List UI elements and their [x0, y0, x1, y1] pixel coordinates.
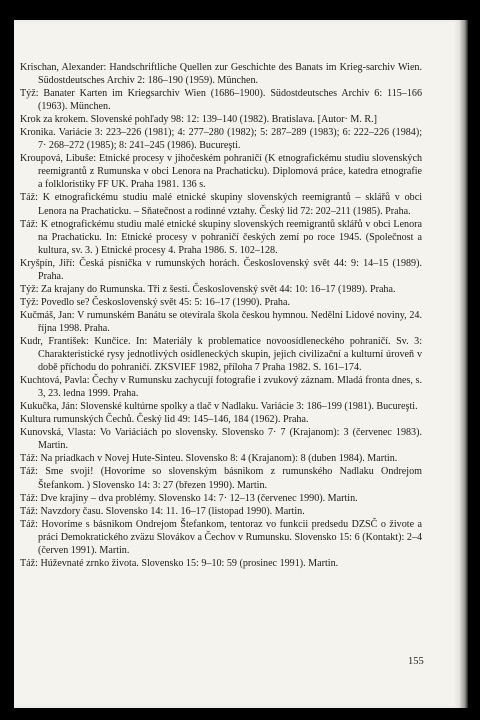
bibliography-entry: Kukučka, Ján: Slovenské kultúrne spolky a tlač v Nadlaku. Variácie 3: 186–199 (1981). Bucureşti.	[20, 401, 418, 413]
bibliography-entry: Kučmáš, Jan: V rumunském Banátu se otevírala škola českou hymnou. Nedělní Lidové noviny, 24. října 1998. Praha.	[20, 309, 422, 334]
bibliography-entry: Táž: Sme svoji! (Hovoríme so slovenským básnikom z rumunského Nadlaku Ondrejom Štefankom. ) Slovensko 14: 3: 27 (březen 1990). Martin.	[20, 466, 422, 491]
bibliography-entry: Táž: K etnografickému studiu malé etnické skupiny slovenských reemigrantů – sklářů v obci Lenora na Prachaticku. – Sňatečnost a rodinné vztahy. Český lid 72: 202–211 (1985). Praha.	[20, 192, 422, 217]
bibliography-entry: Kuchtová, Pavla: Čechy v Rumunsku zachycují fotografie i zvukový záznam. Mladá fronta dnes, s. 3, 23. ledna 1999. Praha.	[20, 375, 422, 400]
bibliography-entry: Kroupová, Libuše: Etnické procesy v jihočeském pohraničí (K etnografickému studiu slovenských reemigrantů z Rumunska v obci Lenora na Prachaticku). Diplomová práce, katedra etnografie a folkloristiky FF UK. Praha 1981. 136 s.	[20, 153, 422, 191]
bibliography-entry: Týž: Za krajany do Rumunska. Tři z šesti. Československý svět 44: 10: 16–17 (1989). Praha.	[20, 283, 396, 295]
bibliography-list	[20, 61, 422, 570]
bibliography-entry: Táž: Dve krajiny – dva problémy. Slovensko 14: 7· 12–13 (červenec 1990). Martin.	[20, 492, 358, 504]
bibliography-entry: Týž: Povedlo se? Československý svět 45: 5: 16–17 (1990). Praha.	[20, 296, 290, 308]
bibliography-entry: Táž: Na priadkach v Novej Hute-Sinteu. Slovensko 8: 4 (Krajanom): 8 (duben 1984). Martin.	[20, 453, 398, 465]
bibliography-entry: Kudr, František: Kunčice. In: Materiály k problematice novoosídleneckého pohraničí. Sv. 3: Charakteristické rysy jednotlivých osídleneckých skupin, jejich civilizační a kulturní úroveň v době příchodu do pohraničí. ZKSVIEF 1982, příloha 7 Praha 1982. S. 161–174.	[20, 335, 422, 374]
bibliography-entry: Kultura rumunských Čechů. Český lid 49: 145–146, 184 (1962). Praha.	[20, 414, 309, 426]
bibliography-entry: Táž: Navzdory času. Slovensko 14: 11. 16–17 (listopad 1990). Martin.	[20, 505, 305, 517]
bibliography-entry: Krok za krokem. Slovenské pohľady 98: 12: 139–140 (1982). Bratislava. [Autor· M. R.]	[20, 114, 378, 126]
bibliography-entry: Táž: K etnografickému studiu malé etnické skupiny slovenských reemigrantů sklářů v obci Lenora na Prachaticku. In: Etnické procesy v pohraničí českých zemí po roce 1945. (Společnost a kultura, sv. 3. ) Etnické procesy 4. Praha 1986. S. 102–128.	[20, 218, 422, 256]
bibliography-entry: Kronika. Variácie 3: 223–226 (1981); 4: 277–280 (1982); 5: 287–289 (1983); 6: 222–226 (1984); 7· 268–272 (1985); 8: 241–245 (1986). Bucureşti.	[20, 127, 422, 152]
page-edge	[460, 20, 468, 708]
bibliography-entry: Táž: Húževnaté zrnko života. Slovensko 15: 9–10: 59 (prosinec 1991). Martin.	[20, 557, 339, 569]
bibliography-entry: Kryšpín, Jiří: Česká písnička v rumunských horách. Československý svět 44: 9: 14–15 (1989). Praha.	[20, 257, 422, 282]
bibliography-entry: Kunovská, Vlasta: Vo Variáciách po slovensky. Slovensko 7· 7 (Krajanom): 3 (červenec 1983). Martin.	[20, 427, 422, 452]
page-number: 155	[408, 656, 424, 667]
bibliography-entry: Krischan, Alexander: Handschriftliche Quellen zur Geschichte des Banats im Krieg-sarchiv Wien. Südostdeutsches Archiv 2: 186–190 (1959). München.	[20, 62, 422, 87]
bibliography-entry: Týž: Banater Karten im Kriegsarchiv Wien (1686–1900). Südostdeutsches Archiv 6: 115–166 (1963). München.	[20, 88, 422, 113]
bibliography-entry: Táž: Hovoríme s básnikom Ondrejom Štefankom, tentoraz vo funkcii predsedu DZSČ o živote a práci Demokratického zväzu Slovákov a Čechov v Rumunsku. Slovensko 15: 6 (Kontakt): 2–4 (červen 1991). Martin.	[20, 518, 422, 556]
